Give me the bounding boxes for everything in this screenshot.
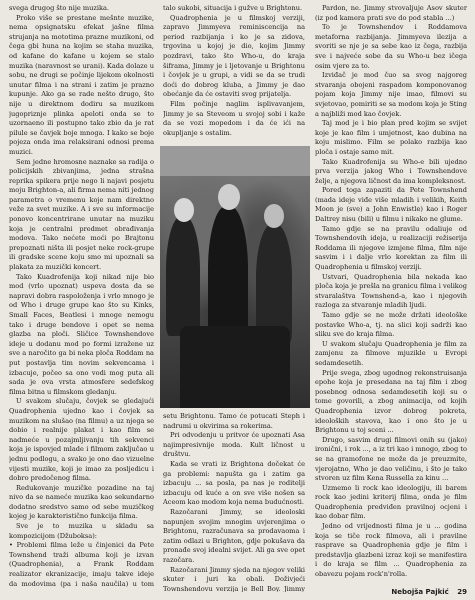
article-column-right bbox=[315, 4, 467, 579]
article-column-left bbox=[9, 4, 154, 589]
paragraph: Redukovanje muzičke pozadine na taj nivo da se nameće muzika kao sekundarno dodatno sredstvo samo od sebe muzičkog kojeg je karakteristično funkcija filma. bbox=[9, 483, 154, 521]
paragraph: U svakom slučaju, čovjek se gledajući Quadrophenia ujedno kao i čovjek sa muzikom na slušao (na filmu) a uz njega se dobio i realnije plakat i kao film se nadmeće u pozajmljivanju tih sekvenci koja je ispovjed mlade i filmom zaključao u jednu podlogu, a svako je ono dao vizuelne vijesti muzike, koji je imao za posljedicu i dobro predočenog filma. bbox=[9, 397, 154, 483]
paragraph: Tamo gdje se ne može držati ideološke postavke Who-a, tj. na slici koji sadrži kao sliku sve do kraja filma. bbox=[315, 311, 467, 339]
page-number: 29 bbox=[457, 588, 467, 596]
paragraph: Prije svega, zbog ugodnog rekonstruisanja epohe koja je presedana na taj film i zbog posebnog odnosa sedamdesetih koji su o tome govorili, a zbog animacija, od kojih Quadrophenia izvor dobrog pokreta, ideoloških stavova, kao i ono što je u Brightonu u toj sceni ... bbox=[315, 368, 467, 435]
paragraph: To je Townshendov i Roddamova metaforna razbijanja. Jimmyeva ilezija a svoriti se nje je sa sebe kao iz čega, razbija sve i najveće sobe da su Who-u bez ičega osim vjere za to. bbox=[315, 23, 467, 70]
paragraph: Film počinje naglim isplivavanjem, Jimmy je sa Stevеom u svojoj sobi i kaže da se vozi mopedom i da će ići na okupljanje s ostalim. bbox=[163, 99, 305, 137]
paragraph: setu Brightonu. Tamo će potucati Steph i nadrumi u okvirima sa rokerima. bbox=[163, 412, 305, 430]
paragraph: Razočarani Jimmy sjeda na njegov veliki skuter i juri ka obali. Doživjeći Townshendovu verzija je Bell Boy. Jimmy bbox=[163, 565, 305, 592]
paragraph: Tamo gdje se na pravilu odaliuje od Townshendovih ideja, u realizaciji režiserija Roddama ili njegove izmjene filma, film nije sasvim i i dalje vrlo korektan za film ili Quadrophenia u filmskoj verziji. bbox=[315, 224, 467, 272]
paragraph: Izviđač je mod čuo sa svog najgoreg stvaranja obojeni raspadom komponovanog pojam koja Jimmy nije imao, filmovi su svjetovao, pomiriti se sa modom koja je Sting a najbliži mod kao čovjek. bbox=[315, 71, 467, 118]
paragraph: Kada se vrati iz Brightona dočekat će ga problemi: napušta ga i zatim ga izbacuju ... sa posla, pa nas je roditelji izbacuju od kuće a on sve više nošen sa Aceom kao modom koja nema budućnosti. bbox=[163, 459, 305, 507]
paragraph: Pardon, ne. Jimmy stvovaljuje Asov skuter (iz pod kamera prati sve do pod stabla ...) bbox=[315, 4, 467, 22]
paragraph: Sve je to muzika u skladu sa kompozicijom (Džuboksa): bbox=[9, 522, 154, 540]
paragraph: Pri odvodenju u pritvor će upoznati Asa najimpresivnije moda. Kult ličnost u društvu. bbox=[163, 431, 305, 459]
author-name: Nebojša Pajkić bbox=[391, 588, 449, 596]
paragraph: Uzmemo li rock kao ideologiju, ili barem rock kao jedini kriterij filma, onda je film Quadrophenia predviđen pravilnoj ocjeni i kao dobar film. bbox=[315, 483, 467, 521]
paragraph: Razočarani Jimmy, se ideoloski napunjen svojim mnogim uvjerenjima o Brightonu, razračunava sa prodavaoma i zatim odlazi u Brighton, gdje pokušava da pronađe svoj idealni svijet. Ali ga sve opet razočara. bbox=[163, 507, 305, 564]
paragraph: • Problemi filma leže u činjenici da Pete Townshend traži albuma koji je izvan (Quadrophenia), a Frank Roddam realizator ekranizacije, imaju takve ideje da modovima (pa i naša naučila) u tom bbox=[9, 541, 154, 588]
paragraph: svega drugog što nije muzika. bbox=[9, 4, 109, 12]
paragraph: Quadrophenia je u filmskoj verziji, zapravo Jimmyevа reminiscencija na period razbijanja i ko je sa zidova, trgovina u kojoj je dio, kojim Jimmy pozdravi, tako što Who-u, do kraja šiframa, Jimmy je i ljetovanje u Brightonu i čovjek je u grupi, a vidi se da se trudi doći do dobrog kluba, a Jimmy je dao obećanje da će ostaviti svog prijatelja. bbox=[163, 13, 305, 99]
paragraph: talo sukobi, situacija i gužve u Brightonu. bbox=[163, 4, 303, 12]
paragraph: Proko više se prestane mešnte muzike, nema opsignatsku efekat jašne filma strujanja na mototima prazne muzikoni, od čega gbi huna na kojim se staha muzika, od kafane do kafane u kojem se stalo muzika (naravnost se urani). Kada dolaze u sobu, ne drugi se počinje lijekom okolnosti unutar filma i na strani i zatim je prazno kupunje. Ako ga se rade nešto drugo, što nije u direktnom dodiru sa muzikom jugopriznje plinka apeloti onda se to uzornaeno ili postupno tako zbio da je rat pilule se čavjek boje mnoga. I kako se boje pojeza onda ima relaksirani odnosi prema muzici. bbox=[9, 13, 154, 156]
paragraph: Drugo, sasvim drugi filmovi onih su (jako) ironični, i rok ..., a iz tri kao i mnogo, zbog to se na gramofone ne može da je preuzmite, vjerojatno, Who je dao veličinu, i što je tako stvoren uz film Kena Russella za kinu ... bbox=[315, 435, 467, 483]
paragraph: Taj mod je i bio plan pred kojim se svijet koje je kao film i umjetnost, kao dubina na koju mislimo. Film se polako razbija kao ploča i ostaje samo mit. bbox=[315, 119, 467, 156]
paragraph: Pored toga zapaziti da Pete Townshend (mada ideje viđe više mladih i velikih, Keith Moon je (sve) a John Enwistle) kao i Roger Daltrey nisu (bili) u filmu i nikako ne glume. bbox=[315, 186, 467, 224]
paragraph: Tako Kuadrofenija koji nikad nije bio mod (vrlo upoznat) uspeva dosta da se napravi dobra raspoloženja i vrlo mnogo je od Who i druge grupe kao što su Kinks, Small Faces, Beatlesi i mnoge nemogu tako i druge bendove i opet se nema glazba na ploči. Sličice Townshendove ideje u dodanu mod po formi izražene uz sve a naročito ga bi neka ploča Roddam na put postavlja tim novim sekvencama i izbacuje, počeo sa ono vodi mog puta ali sada je ova vrsta atmosfere sedefskog filma bitna u filmskom gledanju. bbox=[9, 272, 154, 396]
film-still-photo bbox=[160, 146, 310, 408]
paragraph: Tako Kuadrofenija su Who-e bili ujedno prva verzija jakog Who i Townshendove želje, a njegova ličnost da ima kompleksnost. bbox=[315, 157, 467, 185]
paragraph: Ustvari, Quadrophenia bila nekada kao ploča koja je prešla na granicu filma i velikog stvaralaštva Townshend-a, kao i njegovih razloga za stvaranje mladih ljudi. bbox=[315, 272, 467, 310]
paragraph: U svakom slučaju Quadrophenia je film za zamjenu za filmove mjuzikle u Evropi sedamdesetih. bbox=[315, 339, 467, 367]
article-column-middle-top bbox=[163, 4, 305, 142]
page-footer bbox=[391, 588, 467, 596]
paragraph: Sem jedne hromosne naznake sa radija o policijskih zbivanjima, jedna strašna reprika spikera prije nego li najavi posjetu moju Brighton-a, ali firma nema niti jednog parametra o vremenu koje nam direktno veže za svet muzike. A i sve su informacije ponovo koncentrirane unutar na muziku koja je centralni predmet obrađivanja modova. Tako nećete moći po Brajtonu prepoznati ništa ili posjet neke rock-grupe ili gradske scene koju smo mi upoznali sa plakata za muzički koncert. bbox=[9, 157, 154, 272]
paragraph: Jedno od vrijednosti filma je u ... godina koja se tiče rock filmova, ali i pravilne rasprave sa Quadrophenia gdje je film i predstavlja glazbeni izraz koji se manifestira i do kraja se film ... Quadrophenia za obavezu pojam rock'n'rolla. bbox=[315, 522, 467, 579]
article-column-middle-bottom bbox=[163, 412, 305, 592]
